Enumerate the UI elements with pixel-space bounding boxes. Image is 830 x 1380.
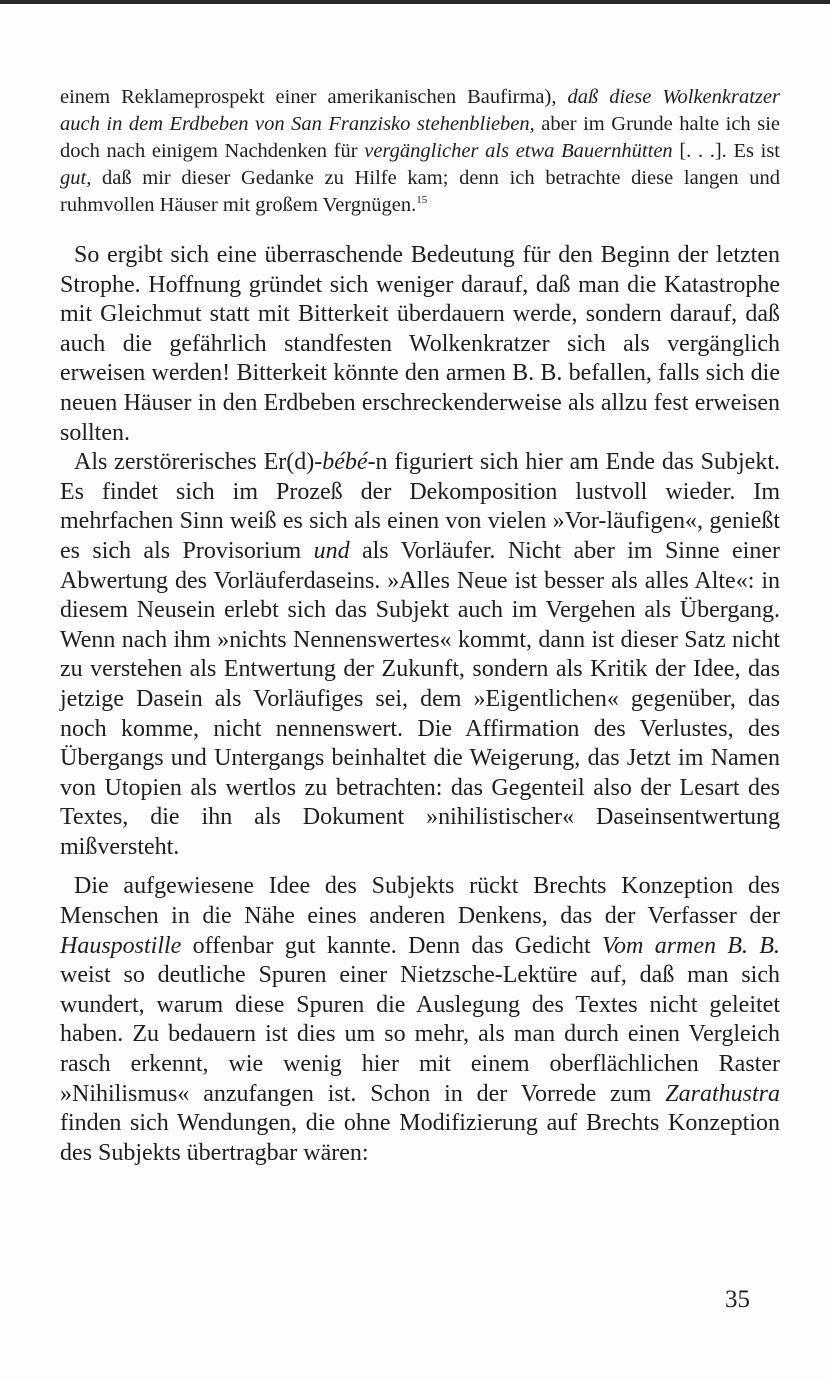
paragraph-1 [60, 241, 780, 448]
paragraph-emphasis: bébé [322, 449, 368, 476]
paragraph-emphasis: Vom armen B. B. [602, 932, 780, 959]
quote-emphasis: daß diese Wolkenkratzer auch in dem Erdbeben von San Franzisko stehenblieben, [60, 86, 780, 135]
block-quote [60, 84, 780, 219]
paragraph-2 [60, 448, 780, 862]
paragraph-3 [60, 872, 780, 1168]
quote-text: einem Reklameprospekt einer amerikanischen Baufirma), [60, 86, 568, 108]
paragraph-text: Als zerstörerisches Er(d)- [74, 449, 323, 476]
paragraph-emphasis: Zarathustra [665, 1080, 780, 1107]
paragraph-emphasis: und [313, 537, 350, 564]
paragraph-text: finden sich Wendungen, die ohne Modifizierung auf Brechts Konzeption des Subjekts übertragbar wären: [60, 1110, 780, 1166]
paragraph-text: als Vorläufer. Nicht aber im Sinne einer Abwertung des Vorläuferdaseins. »Alles Neue ist besser als alles Alte«: in diesem Neusein erlebt sich das Subjekt auch im Vergehen als Übergang. Wenn nach ihm »nichts Nennenswertes« kommt, dann ist dieser Satz nicht zu verstehen als Entwertung der Zukunft, sondern als Kritik der Idee, das jetzige Dasein als Vorläufiges sei, dem »Eigentlichen« gegenüber, das noch komme, nicht nennenswert. Die Affirmation des Verlustes, des Übergangs und Untergangs beinhaltet die Weigerung, das Jetzt im Namen von Utopien als wertlos zu betrachten: das Gegenteil also der Lesart des Textes, die ihn als Dokument »nihilistischer« Daseinsentwertung mißversteht. [60, 537, 780, 860]
paragraph-text: So ergibt sich eine überraschende Bedeutung für den Beginn der letzten Strophe. Hoffnung gründet sich weniger darauf, daß man die Katastrophe mit Gleichmut statt mit Bitterkeit überdauern werde, sondern darauf, daß auch die gefährlich standfesten Wolkenkratzer sich als vergänglich erweisen werden! Bitterkeit könnte den armen B. B. befallen, falls sich die neuen Häuser in den Erdbeben erschreckenderweise als allzu fest erweisen sollten. [60, 242, 780, 446]
quote-emphasis: vergänglicher als etwa Bauernhütten [364, 140, 673, 162]
quote-text: daß mir dieser Gedanke zu Hilfe kam; denn ich betrachte diese langen und ruhmvollen Häuser mit großem Vergnügen. [60, 167, 780, 216]
page-number: 35 [725, 1286, 750, 1313]
paragraph-emphasis: Hauspostille [60, 932, 182, 959]
quote-emphasis: gut, [60, 167, 92, 189]
paragraph-text: -n figuriert sich hier am Ende das Subjekt. Es findet sich im Prozeß der Dekomposition lustvoll wieder. Im mehrfachen Sinn weiß es sich als einen von vielen »Vor-läufigen«, genießt es sich als Provisorium [60, 449, 781, 564]
footnote-marker: 15 [416, 194, 428, 207]
quote-text: aber im Grunde halte ich sie doch nach einigem Nachdenken für [60, 113, 780, 162]
page-top-edge [0, 0, 830, 4]
paragraph-text: offenbar gut kannte. Denn das Gedicht [181, 932, 603, 959]
paragraph-text: weist so deutliche Spuren einer Nietzsche-Lektüre auf, daß man sich wundert, warum diese Spuren die Auslegung des Textes nicht geleitet haben. Zu bedauern ist dies um so mehr, als man durch einen Vergleich rasch erkennt, wie wenig hier mit einem oberflächlichen Raster »Nihilismus« anzufangen ist. Schon in der Vorrede zum [60, 962, 780, 1107]
book-page [60, 84, 780, 1168]
paragraph-text: Die aufgewiesene Idee des Subjekts rückt Brechts Konzeption des Menschen in die Nähe eines anderen Denkens, das der Verfasser der [60, 873, 780, 930]
quote-text: [. . .]. Es ist [672, 140, 780, 162]
